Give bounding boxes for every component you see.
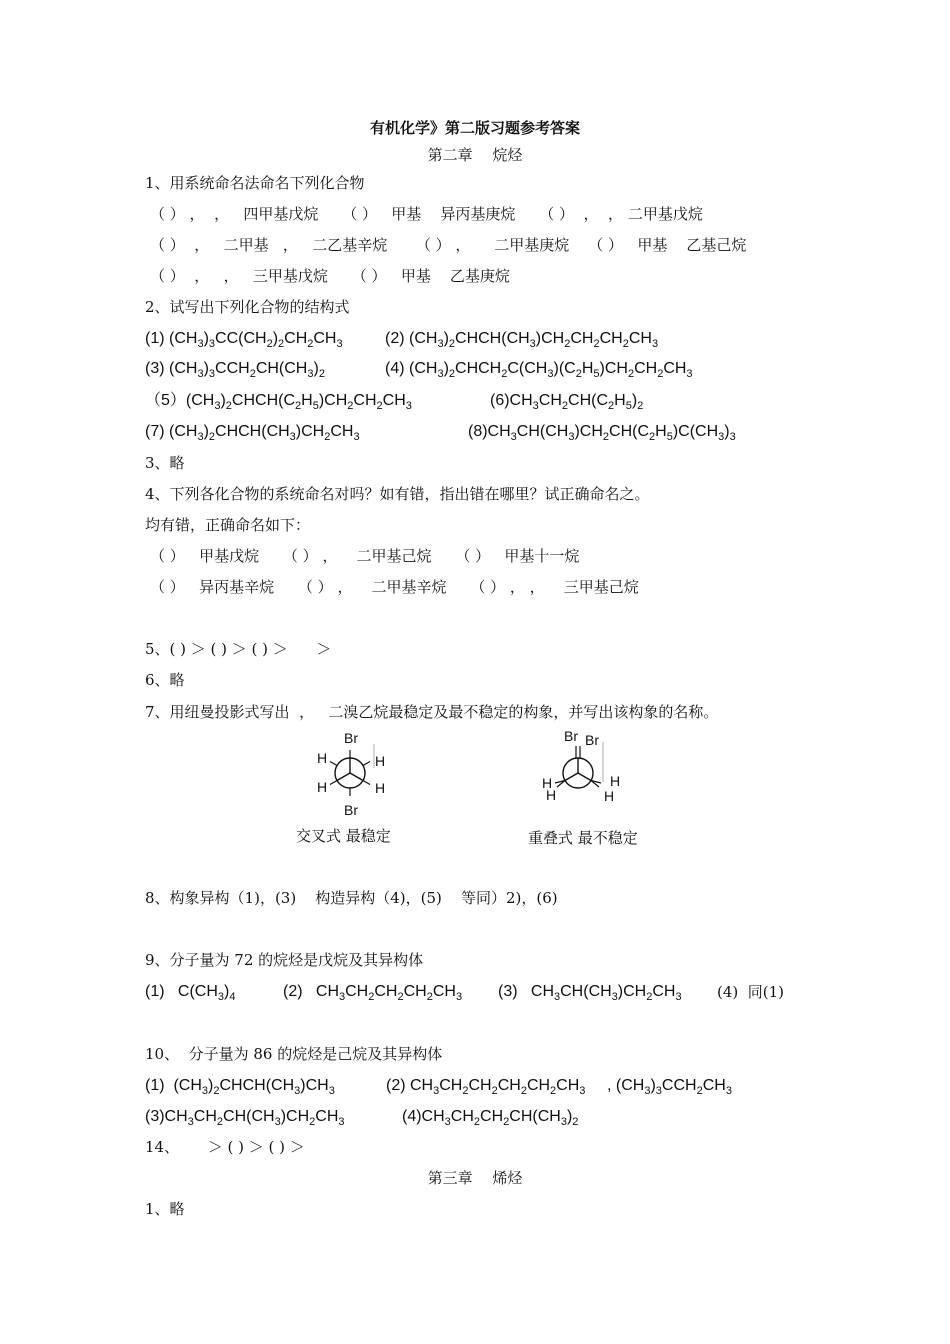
newman-staggered-diagram <box>300 728 410 820</box>
q7-heading: 7、用纽曼投影式写出 ， 二溴乙烷最稳定及最不稳定的构象，并写出该构象的名称。 <box>145 703 719 721</box>
eclipsed-caption: 重叠式 最不稳定 <box>528 829 638 847</box>
q10-heading: 10、 分子量为 86 的烷烃是己烷及其异构体 <box>145 1045 443 1063</box>
q2-formula-1: (1) $(CH_3)_3CC(CH_2)_2CH_2CH_3$ <box>145 330 343 350</box>
q8-answer: 8、构象异构（1)，(3) 构造异构（4)，(5) 等同）2)，(6) <box>145 889 558 907</box>
q10-formula-1: (1) $(CH_3)_2CHCH(CH_3)CH_3$ <box>145 1077 335 1097</box>
q2-heading: 2、试写出下列化合物的结构式 <box>145 298 350 316</box>
q10-formula-3: $(3)CH_3CH_2CH(CH_3)CH_2CH_3$ <box>145 1108 345 1128</box>
newman-eclipsed-diagram <box>530 726 640 806</box>
q4-answer-row-1: （ ） 甲基戊烷 （ ） ， 二甲基己烷 （ ） 甲基十一烷 <box>150 547 580 565</box>
q1-answer-row-3: （ ） ， ， 三甲基戊烷 （ ） 甲基 乙基庚烷 <box>150 267 510 285</box>
atom-label: H <box>610 773 621 789</box>
q9-formula-4: (4) 同(1) <box>717 983 785 1001</box>
q10-formula-4: $(4)CH_3CH_2CH_2CH(CH_3)_2$ <box>402 1108 579 1128</box>
atom-label: H <box>546 787 557 803</box>
q1-answer-row-1: （ ） ， ， 四甲基戊烷 （ ） 甲基 异丙基庚烷 （ ） ， ， 二甲基戊烷 <box>150 205 703 223</box>
q2-formula-2: (2) $(CH_3)_2CHCH(CH_3)CH_2CH_2CH_2CH_3$ <box>385 330 659 350</box>
q2-formula-6: $(6)CH_3CH_2CH(C_2H_5)_2$ <box>490 392 644 412</box>
q2-formula-4: (4) $(CH_3)_2CHCH_2C(CH_3)(C_2H_5)CH_2CH_2CH_3$ <box>385 360 693 380</box>
document-title: 有机化学》第二版习题参考答案 <box>369 119 580 137</box>
atom-label: Br <box>344 730 358 746</box>
atom-label: H <box>375 753 386 769</box>
q2-formula-5: $(5)(CH_3)_2CHCH(C_2H_5)CH_2CH_2CH_3$ <box>145 392 412 412</box>
atom-label: Br <box>564 728 578 744</box>
atom-label: Br <box>344 802 358 818</box>
chapter-3-heading: 第三章 烯烃 <box>427 1169 523 1187</box>
atom-label: H <box>375 780 386 796</box>
q4-answer-row-2: （ ） 异丙基辛烷 （ ） ， 二甲基辛烷 （ ） ， ， 三甲基己烷 <box>150 578 639 596</box>
atom-label: H <box>604 788 615 804</box>
atom-label: H <box>317 779 328 795</box>
q1-heading: 1、用系统命名法命名下列化合物 <box>145 174 365 192</box>
atom-label: H <box>542 775 553 791</box>
q5-answer: 5、( ) ＞ ( ) ＞ ( ) ＞ ＞ <box>145 640 332 658</box>
q6-answer: 6、略 <box>145 671 185 689</box>
q4-intro: 均有错，正确命名如下： <box>145 516 311 534</box>
q10-formula-2: (2) $CH_3CH_2CH_2CH_2CH_2CH_3$ <box>386 1077 586 1097</box>
q1-answer-row-2: （ ） ， 二甲基 ， 二乙基辛烷 （ ） ， 二甲基庚烷 （ ） 甲基 乙基己烷 <box>150 236 747 254</box>
q9-formula-1: (1) $C(CH_3)_4$ <box>145 983 236 1003</box>
q4-heading: 4、下列各化合物的系统命名对吗？如有错，指出错在哪里？试正确命名之。 <box>145 485 650 503</box>
atom-label: Br <box>585 732 599 748</box>
chapter-2-heading: 第二章 烷烃 <box>427 146 523 164</box>
q10-formula-2b: , $(CH_3)_3CCH_2CH_3$ <box>607 1077 732 1097</box>
staggered-caption: 交叉式 最稳定 <box>296 827 391 845</box>
q2-formula-8: $(8)CH_3CH(CH_3)CH_2CH(C_2H_5)C(CH_3)_3$ <box>468 423 736 443</box>
ch3-q1-answer: 1、略 <box>145 1200 185 1218</box>
q9-heading: 9、分子量为 72 的烷烃是戊烷及其异构体 <box>145 951 424 969</box>
q9-formula-3: (3) $CH_3CH(CH_3)CH_2CH_3$ <box>498 983 682 1003</box>
q3-answer: 3、略 <box>145 454 185 472</box>
q2-formula-7: (7) $(CH_3)_2CHCH(CH_3)CH_2CH_3$ <box>145 423 360 443</box>
atom-label: H <box>317 750 328 766</box>
q2-formula-3: (3) $(CH_3)_3CCH_2CH(CH_3)_2$ <box>145 360 325 380</box>
q9-formula-2: (2) $CH_3CH_2CH_2CH_2CH_3$ <box>283 983 463 1003</box>
q14-answer: 14、 ＞ ( ) ＞ ( ) ＞ <box>145 1138 305 1156</box>
